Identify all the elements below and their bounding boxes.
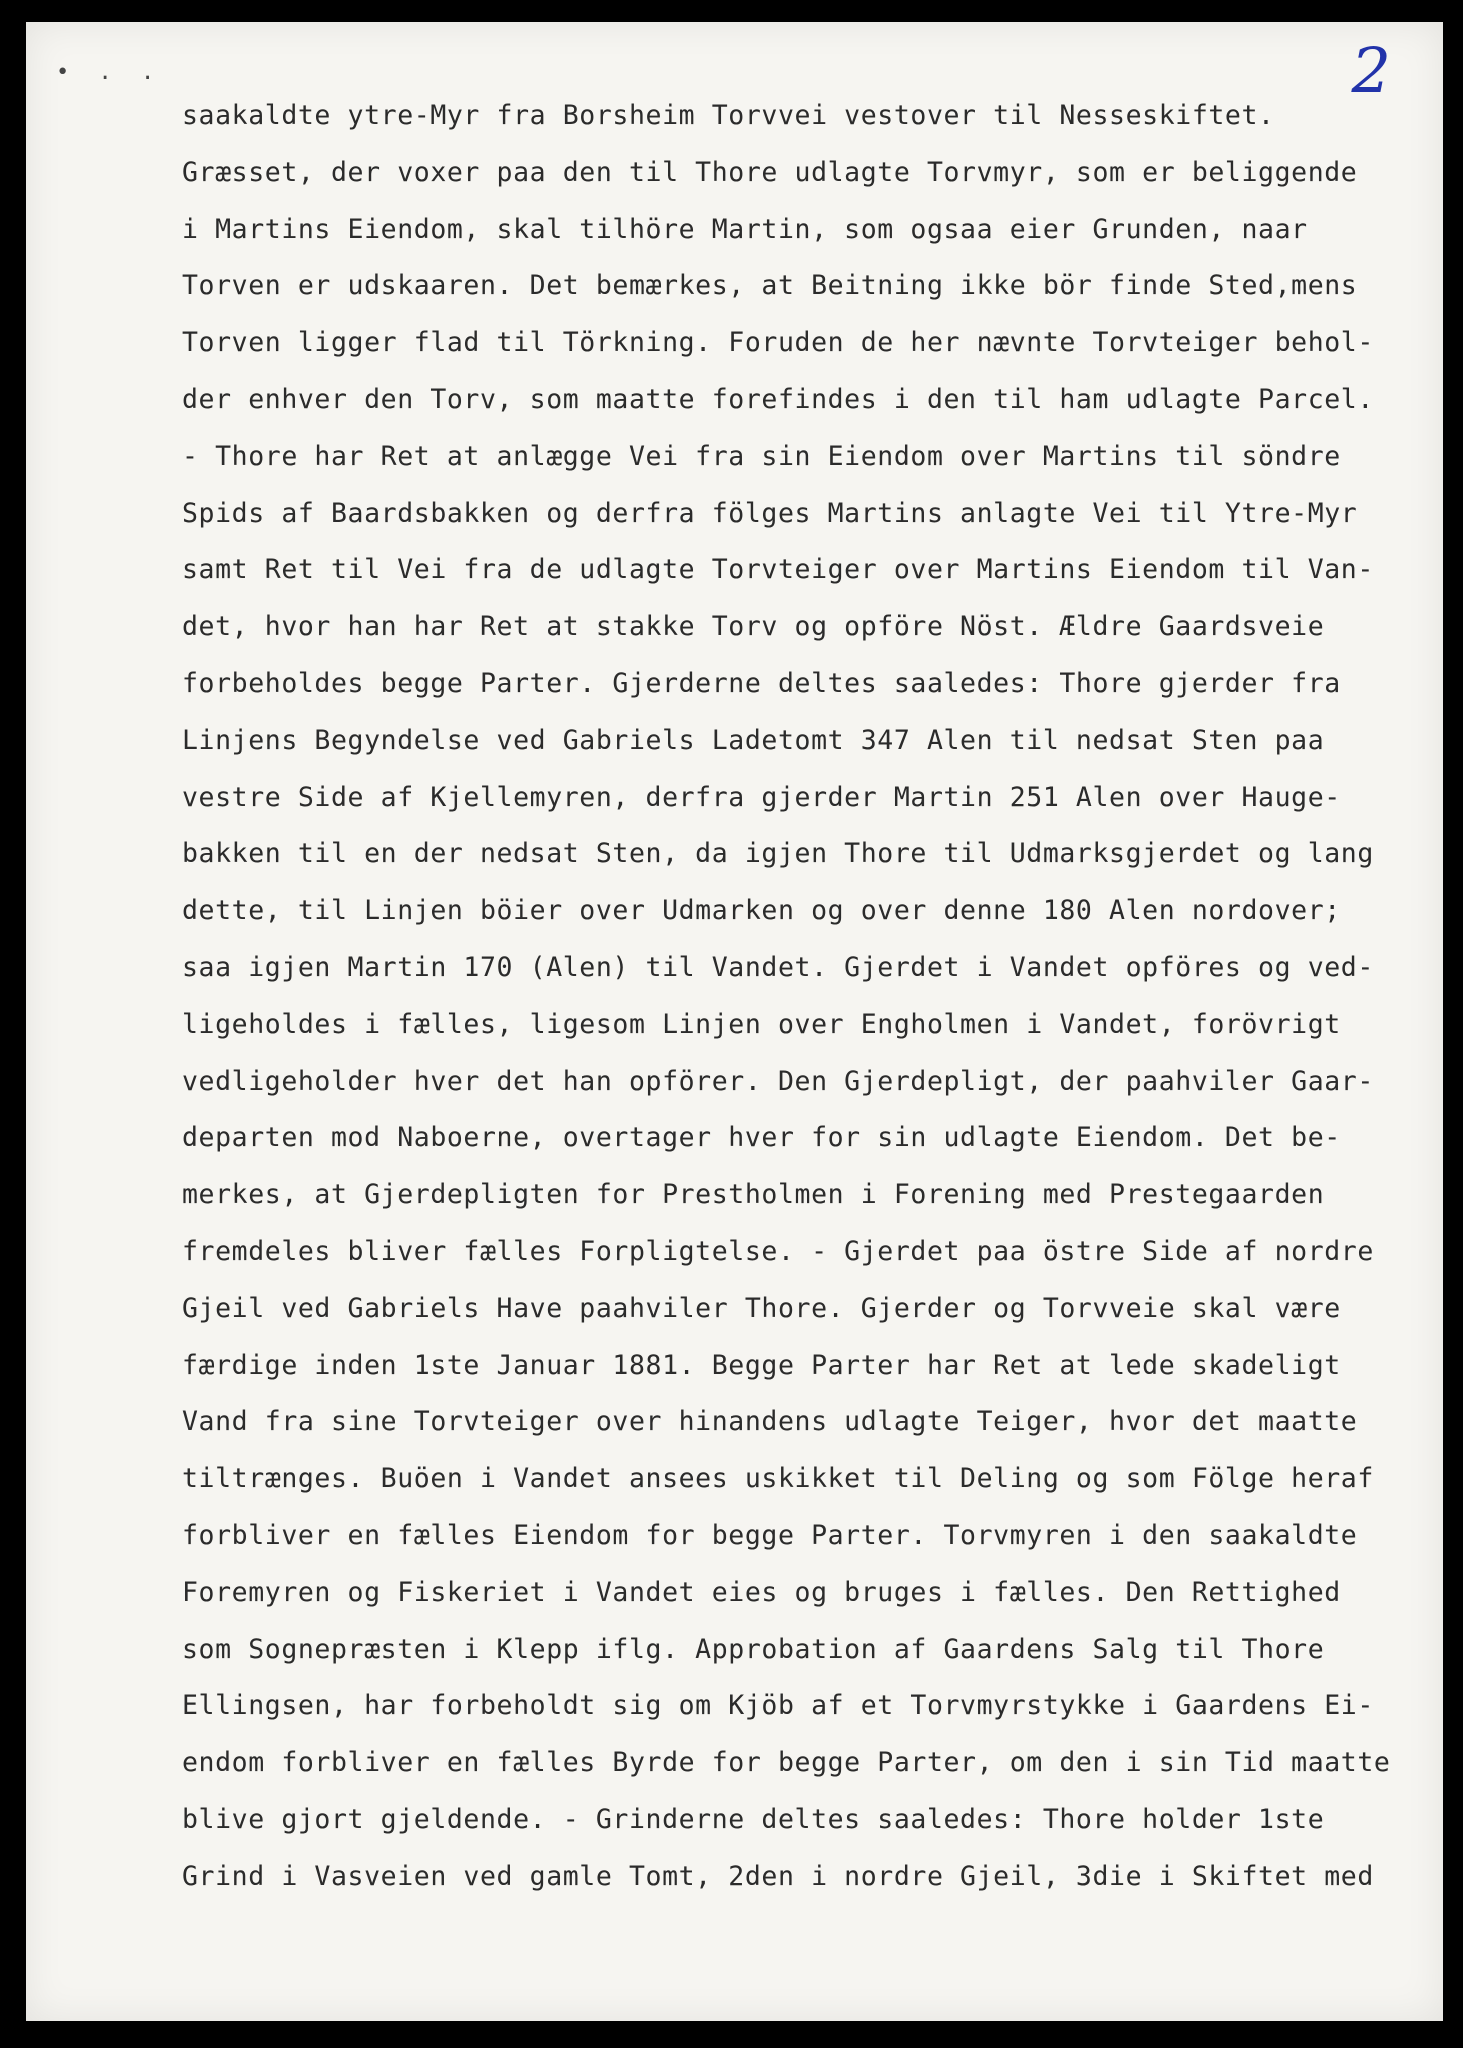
text-line: vestre Side af Kjellemyren, derfra gjerder Martin 251 Alen over Hauge-: [182, 781, 1341, 813]
text-line: departen mod Naboerne, overtager hver for sin udlagte Eiendom. Det be-: [182, 1122, 1341, 1154]
text-line: saa igjen Martin 170 (Alen) til Vandet. Gjerdet i Vandet opföres og ved-: [182, 951, 1374, 983]
typed-text-body: [182, 88, 1422, 1906]
text-line: Gjeil ved Gabriels Have paahviler Thore. Gjerder og Torvveie skal være: [182, 1292, 1341, 1324]
text-line: vedligeholder hver det han opförer. Den Gjerdepligt, der paahviler Gaar-: [182, 1065, 1374, 1097]
text-line: merkes, at Gjerdepligten for Prestholmen i Forening med Prestegaarden: [182, 1179, 1325, 1211]
text-line: Foremyren og Fiskeriet i Vandet eies og bruges i fælles. Den Rettighed: [182, 1576, 1341, 1608]
text-line: saakaldte ytre-Myr fra Borsheim Torvvei vestover til Nesseskiftet.: [182, 100, 1275, 131]
text-line: samt Ret til Vei fra de udlagte Torvteiger over Martins Eiendom til Van-: [182, 554, 1374, 586]
text-line: - Thore har Ret at anlægge Vei fra sin Eiendom over Martins til söndre: [182, 440, 1341, 472]
text-line: Grind i Vasveien ved gamle Tomt, 2den i nordre Gjeil, 3die i Skiftet med: [182, 1860, 1374, 1892]
text-line: Linjens Begyndelse ved Gabriels Ladetomt 347 Alen til nedsat Sten paa: [182, 724, 1325, 756]
text-line: som Sognepræsten i Klepp iflg. Approbation af Gaardens Salg til Thore: [182, 1633, 1325, 1665]
text-line: Græsset, der voxer paa den til Thore udlagte Torvmyr, som er beliggende: [182, 156, 1358, 188]
text-line: Torven er udskaaren. Det bemærkes, at Beitning ikke bör finde Sted,mens: [182, 270, 1358, 302]
text-line: endom forbliver en fælles Byrde for begge Parter, om den i sin Tid maatte: [182, 1747, 1391, 1779]
text-line: dette, til Linjen böier over Udmarken og over denne 180 Alen nordover;: [182, 895, 1341, 927]
text-line: Vand fra sine Torvteiger over hinandens udlagte Teiger, hvor det maatte: [182, 1406, 1358, 1438]
text-line: Torven ligger flad til Törkning. Foruden de her nævnte Torvteiger behol-: [182, 327, 1374, 359]
text-line: Ellingsen, har forbeholdt sig om Kjöb af et Torvmyrstykke i Gaardens Ei-: [182, 1690, 1374, 1722]
text-line: færdige inden 1ste Januar 1881. Begge Parter har Ret at lede skadeligt: [182, 1349, 1341, 1381]
text-line: der enhver den Torv, som maatte forefindes i den til ham udlagte Parcel.: [182, 383, 1374, 415]
text-line: i Martins Eiendom, skal tilhöre Martin, som ogsaa eier Grunden, naar: [182, 213, 1308, 245]
corner-marks: • . .: [56, 60, 163, 85]
text-line: Spids af Baardsbakken og derfra fölges Martins anlagte Vei til Ytre-Myr: [182, 497, 1358, 529]
text-line: tiltrænges. Buöen i Vandet ansees uskikket til Deling og som Fölge heraf: [182, 1463, 1374, 1495]
text-line: fremdeles bliver fælles Forpligtelse. - Gjerdet paa östre Side af nordre: [182, 1235, 1374, 1267]
text-line: bakken til en der nedsat Sten, da igjen Thore til Udmarksgjerdet og lang: [182, 838, 1374, 870]
text-line: det, hvor han har Ret at stakke Torv og opföre Nöst. Ældre Gaardsveie: [182, 611, 1325, 643]
text-line: ligeholdes i fælles, ligesom Linjen over Engholmen i Vandet, forövrigt: [182, 1008, 1341, 1040]
text-line: forbliver en fælles Eiendom for begge Parter. Torvmyren i den saakaldte: [182, 1519, 1358, 1551]
page-number: 2: [1351, 34, 1391, 107]
text-line: blive gjort gjeldende. - Grinderne deltes saaledes: Thore holder 1ste: [182, 1803, 1325, 1835]
text-line: forbeholdes begge Parter. Gjerderne deltes saaledes: Thore gjerder fra: [182, 667, 1341, 699]
